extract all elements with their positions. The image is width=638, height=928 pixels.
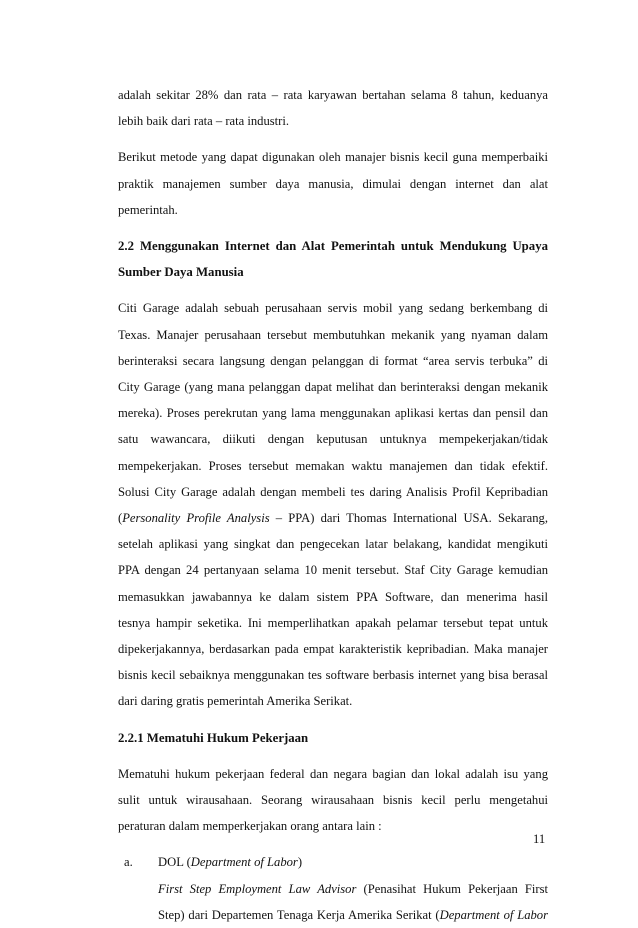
text-line-ppa (118, 505, 548, 531)
text-line: Mematuhi hukum pekerjaan federal dan negara bagian dan lokal adalah isu yang (118, 766, 548, 781)
text-line: bisnis kecil sebaiknya menggunakan tes software berbasis internet yang bisa berasal (118, 668, 548, 683)
text-line: peraturan dalam memperkerjakan orang antara lain : (118, 819, 382, 834)
sub-rest: (Penasihat Hukum Pekerjaan First (356, 881, 548, 896)
text-line: satu wawancara, diikuti dengan keputusan untuknya mempekerjakan/tidak (118, 432, 548, 447)
list-item-title (158, 849, 548, 875)
text-line: PPA dengan 24 pertanyaan selama 10 menit tersebut. Staf City Garage kemudian (118, 563, 548, 578)
paragraph-intro-1 (118, 82, 548, 134)
ppa-open-paren: ( (118, 511, 123, 526)
text-line: adalah sekitar 28% dan rata – rata karyawan bertahan selama 8 tahun, keduanya (118, 88, 548, 102)
text-line: City Garage (yang mana pelanggan dapat melihat dan berinteraksi dengan mekanik (118, 380, 548, 395)
text-line: lebih baik dari rata – rata industri. (118, 114, 290, 129)
text-line: mereka). Proses perekrutan yang lama menggunakan aplikasi kertas dan pensil dan (118, 406, 548, 421)
text-line: praktik manajemen sumber daya manusia, dimulai dengan internet dan alat (118, 176, 548, 191)
text-line: Texas. Manajer perusahaan tersebut membutuhkan mekanik yang nyaman dalam (118, 327, 548, 342)
sub-italic: First Step Employment Law Advisor (158, 881, 357, 896)
text-line: Solusi City Garage adalah dengan membeli tes daring Analisis Profil Kepribadian (118, 484, 548, 499)
text-line: dipekerjakannya, berdasarkan pada empat karakteristik kepribadian. Maka manajer (118, 642, 548, 657)
text-line: sulit untuk wirausahaan. Seorang wirausahaan bisnis kecil perlu mengetahui (118, 793, 548, 808)
text-line: tesnya hampir seketika. Ini memperlihatkan apakah pelamar tersebut tepat untuk (118, 615, 548, 630)
section-heading-2-2 (118, 233, 548, 285)
page-number: 11 (533, 832, 546, 846)
text-line: Citi Garage adalah sebuah perusahaan servis mobil yang sedang berkembang di (118, 301, 548, 316)
list-item-sub-line-1 (158, 876, 548, 902)
ppa-italic-term: Personality Profile Analysis (122, 511, 270, 526)
text-line: Berikut metode yang dapat digunakan oleh manajer bisnis kecil guna memperbaiki (118, 150, 548, 165)
paragraph-section-2-2-1 (118, 761, 548, 840)
sub-plain: Step) dari Departemen Tenaga Kerja Amerika Serikat ( (158, 907, 440, 922)
regulation-list (118, 849, 548, 928)
list-item-sub-line-2 (158, 902, 548, 928)
text-line: dari daring gratis pemerintah Amerika Serikat. (118, 694, 353, 709)
text-line: mempekerjakan. Proses tersebut memakan waktu manajemen dan tidak efektif. (118, 458, 548, 473)
text-line: setelah aplikasi yang singkat dan pengecekan latar belakang, kandidat mengikuti (118, 537, 548, 552)
text-line: pemerintah. (118, 202, 178, 217)
paragraph-section-2-2 (118, 295, 548, 714)
sub-italic-2: Department of Labor (439, 907, 549, 922)
heading-line: 2.2 Menggunakan Internet dan Alat Pemerintah untuk Mendukung Upaya (118, 239, 548, 254)
title-close: ) (297, 855, 303, 870)
text-line: berinteraksi secara langsung dengan pelanggan di format “area servis terbuka” di (118, 353, 548, 368)
paragraph-intro-2 (118, 144, 548, 223)
section-heading-2-2-1: 2.2.1 Mematuhi Hukum Pekerjaan (118, 730, 309, 745)
list-marker: a. (124, 855, 133, 870)
list-item (118, 849, 548, 928)
page-content (118, 82, 548, 928)
title-italic: Department of Labor (190, 855, 298, 870)
ppa-rest: – PPA) dari Thomas International USA. Sekarang, (269, 511, 548, 526)
heading-line: Sumber Daya Manusia (118, 265, 244, 280)
text-line: memasukkan jawabannya ke dalam sistem PPA Software, dan menerima hasil (118, 589, 548, 604)
title-plain: DOL ( (158, 855, 191, 870)
